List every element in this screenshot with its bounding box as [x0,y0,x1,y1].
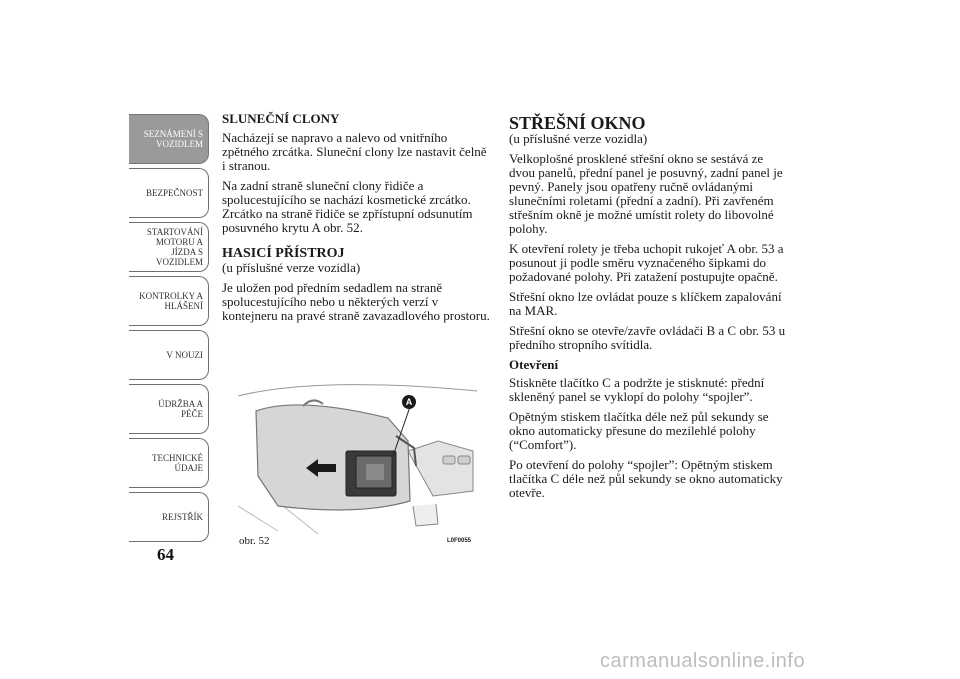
tab-label: STARTOVÁNÍ MOTORU A JÍZDA S VOZIDLEM [146,227,203,267]
sunroof-paragraph: Velkoplošné prosklené střešní okno se sestává ze dvou panelů, přední panel je posuvný, zadní panel je pevný. Panely jsou opatřeny ručně ovládanými slunečními roletami (přední a zadní). Při zavřeném střešním okně je možné umístit rolety do libovolné polohy. [509,151,783,236]
figure-caption: obr. 52 [239,535,270,547]
right-column [509,114,787,506]
extinguisher-paragraph: Je uložen pod předním sedadlem na straně spolucestujícího nebo u některých verzí v kontejneru na pravé straně zavazadlového prostoru. [222,280,490,323]
sun-visors-paragraph: Na zadní straně sluneční clony řidiče a spolucestujícího se nachází kosmetické zrcátko. Zrcátko na straně řidiče se zpřístupní odsunutím posuvného krytu A obr. 52. [222,178,473,235]
callout-a-label: A [405,397,413,407]
sunroof-subtitle: (u příslušné verze vozidla) [509,131,648,146]
tab-label: KONTROLKY A HLÁŠENÍ [139,291,203,311]
opening-paragraph: Stiskněte tlačítko C a podržte je stisknuté: přední skleněný panel se vyklopí do polohy “spojler”. [509,375,765,404]
sun-visors-heading: SLUNEČNÍ CLONY [222,111,340,126]
tab-kontrolky[interactable] [129,276,209,326]
left-column [222,112,490,329]
tab-label: REJSTŘÍK [161,512,203,522]
tab-label: V NOUZI [166,350,203,360]
figure-code: L0F0055 [447,538,472,544]
sun-visor-illustration [238,356,477,546]
tab-label: SEZNÁMENÍ S VOZIDLEM [143,129,203,149]
opening-heading: Otevření [509,357,559,372]
tab-v-nouzi[interactable] [129,330,209,380]
sunroof-paragraph: Střešní okno se otevře/zavře ovládači B a C obr. 53 u předního stropního svítidla. [509,323,786,352]
figure-52 [238,356,477,546]
extinguisher-subtitle: (u příslušné verze vozidla) [222,260,361,275]
opening-paragraph: Opětným stiskem tlačítka déle než půl sekundy se okno automaticky přesune do mezilehlé polohy (“Comfort”). [509,409,769,452]
tab-startovani[interactable] [129,222,209,272]
page-number: 64 [157,545,174,564]
opening-paragraph: Po otevření do polohy “spojler”: Opětným stiskem tlačítka C déle než půl sekundy se okno automaticky otevře. [509,457,783,500]
tab-bezpecnost[interactable] [129,168,209,218]
watermark: carmanualsonline.info [600,650,806,672]
extinguisher-heading: HASICÍ PŘÍSTROJ [222,246,345,261]
sunroof-paragraph: K otevření rolety je třeba uchopit rukojeť A obr. 53 a posunout ji podle směru vyznačeného šipkami do požadované polohy. Při zatažení postupujte opačně. [509,241,784,284]
sunroof-paragraph: Střešní okno lze ovládat pouze s klíčkem zapalování na MAR. [509,289,782,318]
tab-label: TECHNICKÉ ÚDAJE [152,453,203,473]
tab-label: BEZPEČNOST [145,188,203,198]
tab-seznameni-s-vozidlem[interactable] [129,114,209,164]
tab-label: ÚDRŽBA A PÉČE [158,399,203,419]
tab-rejstrik[interactable] [129,492,209,542]
tab-udrzba[interactable] [129,384,209,434]
sunroof-heading: STŘEŠNÍ OKNO [509,113,646,133]
sun-visors-paragraph: Nacházejí se napravo a nalevo od vnitřního zpětného zrcátka. Sluneční clony lze nastavit čelně i stranou. [222,130,487,173]
tab-technicke-udaje[interactable] [129,438,209,488]
